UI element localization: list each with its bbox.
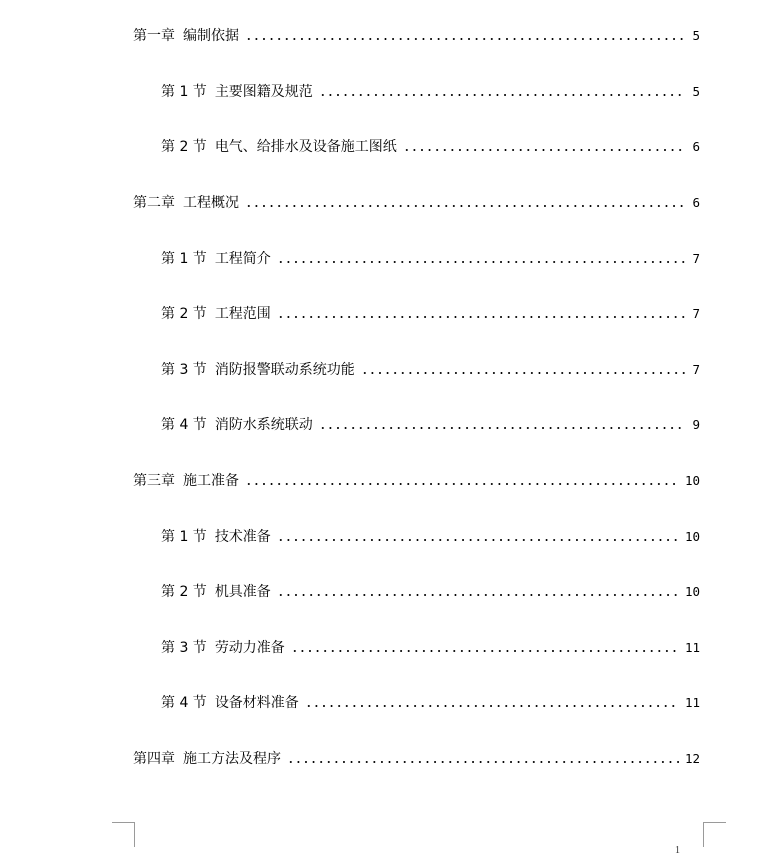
toc-leader-dots <box>245 38 686 40</box>
toc-entry[interactable] <box>161 82 700 102</box>
page-number: 1 <box>675 845 680 856</box>
toc-entry[interactable] <box>133 749 700 769</box>
toc-entry-page: 5 <box>692 28 700 43</box>
toc-entry-title: 施工方法及程序 <box>183 751 281 767</box>
toc-leader-dots <box>245 205 686 207</box>
toc-entry-title: 机具准备 <box>214 584 271 600</box>
toc-entry-page: 7 <box>692 362 700 377</box>
toc-entry-page: 10 <box>684 529 700 544</box>
toc-entry-number: 第 4 节 <box>161 695 207 711</box>
toc-entry-title: 劳动力准备 <box>214 640 285 656</box>
toc-entry-number: 第 4 节 <box>161 417 207 433</box>
toc-entry-title: 施工准备 <box>183 473 239 489</box>
toc-entry[interactable] <box>161 415 700 435</box>
toc-entry-page: 10 <box>684 473 700 488</box>
toc-entry-page: 5 <box>692 84 700 99</box>
toc-entry[interactable] <box>161 360 700 380</box>
toc-entry-number: 第 1 节 <box>161 251 207 267</box>
toc-entry-label <box>133 471 239 491</box>
toc-leader-dots <box>319 427 687 429</box>
toc-leader-dots <box>403 149 687 151</box>
toc-entry-title: 工程概况 <box>183 195 239 211</box>
toc-entry-title: 电气、给排水及设备施工图纸 <box>214 139 397 155</box>
toc-entry-number: 第 3 节 <box>161 362 207 378</box>
toc-entry-number: 第 1 节 <box>161 84 207 100</box>
toc-leader-dots <box>277 539 679 541</box>
toc-entry-title: 技术准备 <box>214 529 271 545</box>
toc-entry-label <box>161 415 313 435</box>
margin-corner-mark-right <box>703 822 726 847</box>
toc-entry-title: 编制依据 <box>183 28 239 44</box>
toc-entry-number: 第 2 节 <box>161 584 207 600</box>
toc-entry-label <box>161 82 313 102</box>
toc-entry[interactable] <box>133 193 700 213</box>
toc-entry-number: 第一章 <box>133 28 175 44</box>
toc-entry-label <box>133 193 239 213</box>
toc-entry-label <box>161 360 355 380</box>
toc-entry-number: 第 1 节 <box>161 529 207 545</box>
toc-entry-label <box>161 693 299 713</box>
toc-leader-dots <box>305 705 679 707</box>
toc-entry-label <box>161 249 271 269</box>
toc-leader-dots <box>277 261 687 263</box>
margin-corner-mark-left <box>112 822 135 847</box>
toc-entry[interactable] <box>161 582 700 602</box>
toc-entry-title: 消防报警联动系统功能 <box>214 362 355 378</box>
toc-entry-label <box>161 137 397 157</box>
toc-entry-label <box>161 527 271 547</box>
toc-entry[interactable] <box>133 471 700 491</box>
toc-entry-number: 第四章 <box>133 751 175 767</box>
toc-leader-dots <box>287 761 679 763</box>
toc-leader-dots <box>277 316 687 318</box>
toc-entry-page: 6 <box>692 139 700 154</box>
toc-leader-dots <box>361 372 687 374</box>
toc-entry-label <box>161 582 271 602</box>
toc-entry-title: 工程简介 <box>214 251 271 267</box>
toc-entry-label <box>161 638 285 658</box>
toc-leader-dots <box>277 594 679 596</box>
toc-entry-number: 第二章 <box>133 195 175 211</box>
toc-entry-page: 11 <box>684 695 700 710</box>
toc-entry-title: 主要图籍及规范 <box>214 84 313 100</box>
toc-entry[interactable] <box>161 693 700 713</box>
toc-entry-page: 7 <box>692 251 700 266</box>
toc-leader-dots <box>291 650 679 652</box>
toc-entry-page: 9 <box>692 417 700 432</box>
toc-entry-label <box>161 304 271 324</box>
toc-leader-dots <box>319 94 687 96</box>
toc-entry-number: 第 3 节 <box>161 640 207 656</box>
toc-entry[interactable] <box>161 137 700 157</box>
toc-entry-number: 第 2 节 <box>161 306 207 322</box>
toc-entry-label <box>133 26 239 46</box>
toc-entry-title: 工程范围 <box>214 306 271 322</box>
toc-entry-title: 设备材料准备 <box>214 695 299 711</box>
toc-entry-number: 第 2 节 <box>161 139 207 155</box>
toc-entry[interactable] <box>161 304 700 324</box>
toc-entry[interactable] <box>161 638 700 658</box>
toc-entry-page: 6 <box>692 195 700 210</box>
toc-entry[interactable] <box>133 26 700 46</box>
toc-entry[interactable] <box>161 527 700 547</box>
toc-entry[interactable] <box>161 249 700 269</box>
toc-entry-page: 12 <box>684 751 700 766</box>
toc-entry-label <box>133 749 281 769</box>
toc-entry-page: 11 <box>684 640 700 655</box>
toc-leader-dots <box>245 483 679 485</box>
toc-entry-number: 第三章 <box>133 473 175 489</box>
toc-entry-title: 消防水系统联动 <box>214 417 313 433</box>
toc-entry-page: 10 <box>684 584 700 599</box>
toc-entry-page: 7 <box>692 306 700 321</box>
